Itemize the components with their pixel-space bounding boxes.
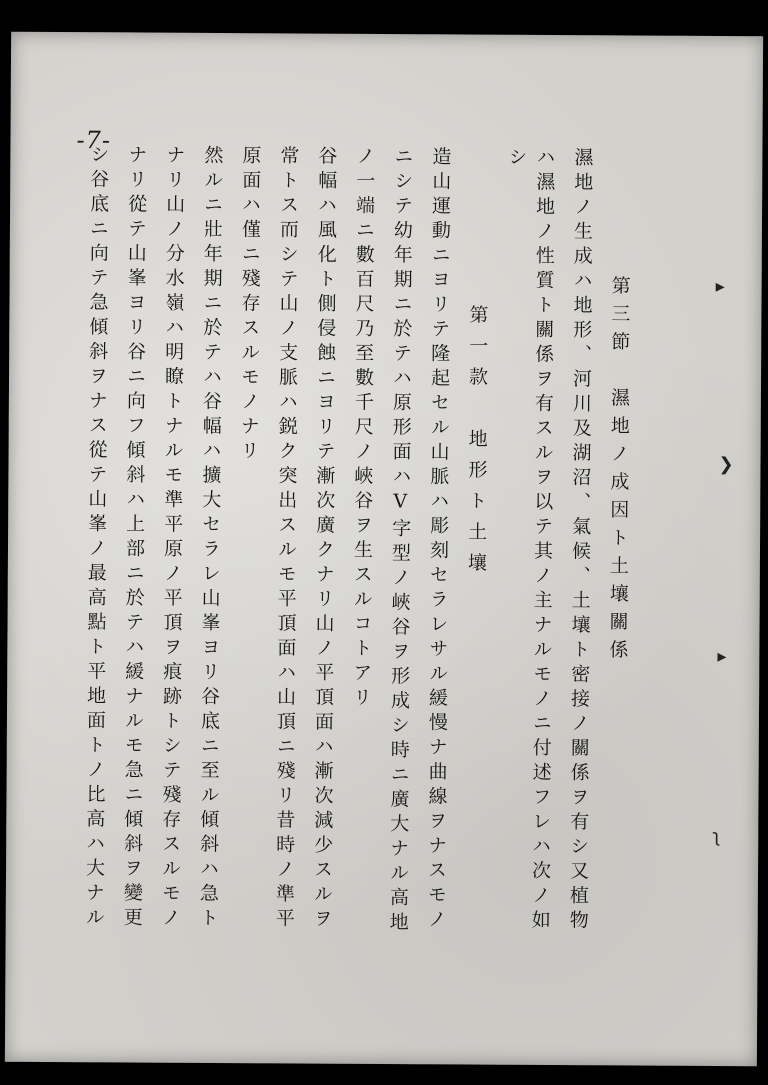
text-column-2: ハ濕地ノ性質ト關係ヲ有スルヲ以テ其ノ主ナルモノニ付述フレハ次ノ如 bbox=[528, 146, 556, 935]
page-number: -7- bbox=[76, 126, 112, 155]
text-column-8: 常トス而シテ山ノ支脈ハ鋭ク突出スルモ平頂面ハ山頂ニ殘リ昔時ノ準平 bbox=[272, 145, 300, 933]
text-column-5: ニシテ幼年期ニ於テハ原形面ハV字型ノ峽谷ヲ形成シ時ニ廣大ナル高地 bbox=[386, 146, 414, 937]
text-column-11: ナリ山ノ分水嶺ハ明瞭トナルモ準平原ノ平頂ヲ痕跡トシテ殘存スルモノ bbox=[158, 144, 186, 932]
subsection-heading: 第一款 地形ト土壤 bbox=[464, 304, 489, 584]
text-column-4: 造山運動ニヨリテ隆起セル山脈ハ彫刻セラレサル緩慢ナ曲線ヲナスモノ bbox=[424, 146, 452, 934]
text-column-7: 谷幅ハ風化ト側侵蝕ニヨリテ漸次廣クナリ山ノ平頂面ハ漸次減少スルヲ bbox=[310, 145, 338, 933]
document-page bbox=[5, 32, 763, 1067]
text-column-1: 濕地ノ生成ハ地形、河川及湖沼、氣候、土壤ト密接ノ關係ヲ有シ又植物 bbox=[566, 147, 594, 935]
text-column-6: ノ一端ニ數百尺乃至數千尺ノ峽谷ヲ生スルコトアリ bbox=[350, 145, 376, 712]
text-column-3: シ bbox=[505, 146, 528, 172]
binding-mark: ▸ bbox=[717, 646, 727, 668]
text-column-13: シ谷底ニ向テ急傾斜ヲナス從テ山峯ノ最高點ト平地面トノ比高ハ大ナル bbox=[82, 144, 110, 932]
text-column-10: 然ルニ壯年期ニ於テハ谷幅ハ擴大セラレ山峯ヨリ谷底ニ至ル傾斜ハ急ト bbox=[196, 144, 224, 933]
binding-mark: ❯ bbox=[718, 454, 734, 476]
text-column-12: ナリ從テ山峯ヨリ谷ニ向フ傾斜ハ上部ニ於テハ緩ナルモ急ニ傾斜ヲ變更 bbox=[120, 144, 148, 932]
binding-mark: ▸ bbox=[715, 276, 725, 298]
binding-mark: ʅ bbox=[712, 826, 721, 848]
text-column-9: 原面ハ僅ニ殘存スルモノナリ bbox=[237, 145, 262, 466]
section-heading: 第三節 濕地ノ成因ト土壤關係 bbox=[606, 275, 631, 668]
